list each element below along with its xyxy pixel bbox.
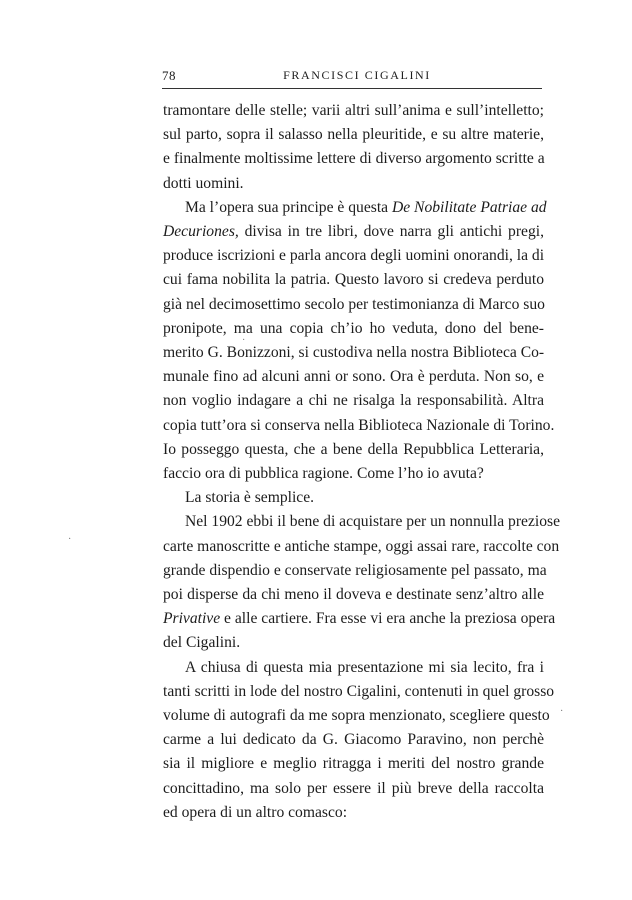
text-line: concittadino, ma solo per essere il più breve della raccolta — [163, 779, 544, 797]
paragraph-5 — [163, 656, 555, 825]
text-line — [163, 220, 544, 244]
text-run: Ma l’opera sua principe è questa — [185, 198, 392, 216]
header-rule — [162, 88, 542, 89]
text-line: grande dispendio e conservate religiosamente pel passato, ma — [163, 561, 547, 579]
text-line: tramontare delle stelle; varii altri sull’anima e sull’intelletto; — [163, 102, 544, 119]
text-line — [163, 196, 547, 220]
italic-term: Privative — [163, 610, 221, 628]
margin-speck: · — [68, 534, 72, 545]
text-line: sia il migliore e meglio ritragga i meriti del nostro grande — [163, 755, 544, 773]
ink-speck: · — [242, 335, 246, 346]
margin-speck: · — [560, 706, 564, 717]
text-line: faccio ora di pubblica ragione. Come l’ho io avuta? — [163, 465, 484, 483]
work-title: De Nobilitate Patriae ad — [391, 198, 547, 216]
paragraph-1 — [163, 99, 544, 196]
text-line: La storia è semplice. — [185, 489, 315, 507]
text-line: Io posseggo questa, che a bene della Repubblica Letteraria, — [163, 440, 544, 458]
paragraph-2 — [163, 196, 555, 486]
text-line: tanti scritti in lode del nostro Cigalini, contenuti in quel grosso — [163, 682, 555, 700]
text-line: copia tutt’ora si conserva nella Biblioteca Nazionale di Torino. — [163, 416, 555, 434]
text-line: cui fama nobilita la patria. Questo lavoro si credeva perduto — [163, 271, 544, 289]
text-line: non voglio indagare a chi ne risalga la responsabilità. Altra — [163, 392, 544, 410]
text-line: dotti uomini. — [163, 174, 244, 192]
text-line: volume di autografi da me sopra menzionato, scegliere questo — [163, 707, 550, 725]
text-line: poi disperse da chi meno il doveva e destinate senz’altro alle — [163, 586, 544, 604]
text-line: già nel decimosettimo secolo per testimonianza di Marco suo — [163, 295, 545, 313]
text-line: produce iscrizioni e parla ancora degli uomini onorandi, la di — [163, 247, 545, 265]
text-line: pronipote, ma una copia ch’io ho veduta, dono del bene- — [163, 319, 544, 337]
body-text — [163, 99, 560, 825]
paragraph-4 — [163, 510, 560, 655]
page-number: 78 — [162, 68, 176, 83]
work-title: Decuriones, — [163, 223, 239, 241]
running-head: FRANCISCI CIGALINI — [283, 68, 431, 82]
text-line: munale fino ad alcuni anni or sono. Ora è perduta. Non so, e — [163, 368, 544, 386]
text-line: merito G. Bonizzoni, si custodiva nella nostra Biblioteca Co- — [163, 344, 545, 362]
text-run: divisa in tre libri, dove narra gli antichi pregi, — [238, 223, 544, 241]
text-line: A chiusa di questa mia presentazione mi sia lecito, fra i — [185, 658, 544, 676]
text-line: ed opera di un altro comasco: — [163, 803, 348, 821]
text-line: e finalmente moltissime lettere di diverso argomento scritte a — [163, 150, 545, 168]
text-run: e alle cartiere. Fra esse vi era anche la preziosa opera — [220, 610, 556, 628]
page-header — [162, 68, 542, 88]
text-line: carte manoscritte e antiche stampe, oggi assai rare, raccolte con — [163, 537, 560, 555]
paragraph-3 — [163, 486, 544, 510]
text-line — [163, 607, 556, 631]
text-line: sul parto, sopra il salasso nella pleuritide, e su altre materie, — [163, 126, 544, 144]
text-line: del Cigalini. — [163, 634, 241, 652]
text-line: Nel 1902 ebbi il bene di acquistare per un nonnulla preziose — [185, 513, 560, 531]
text-line: carme a lui dedicato da G. Giacomo Paravino, non perchè — [163, 731, 544, 749]
